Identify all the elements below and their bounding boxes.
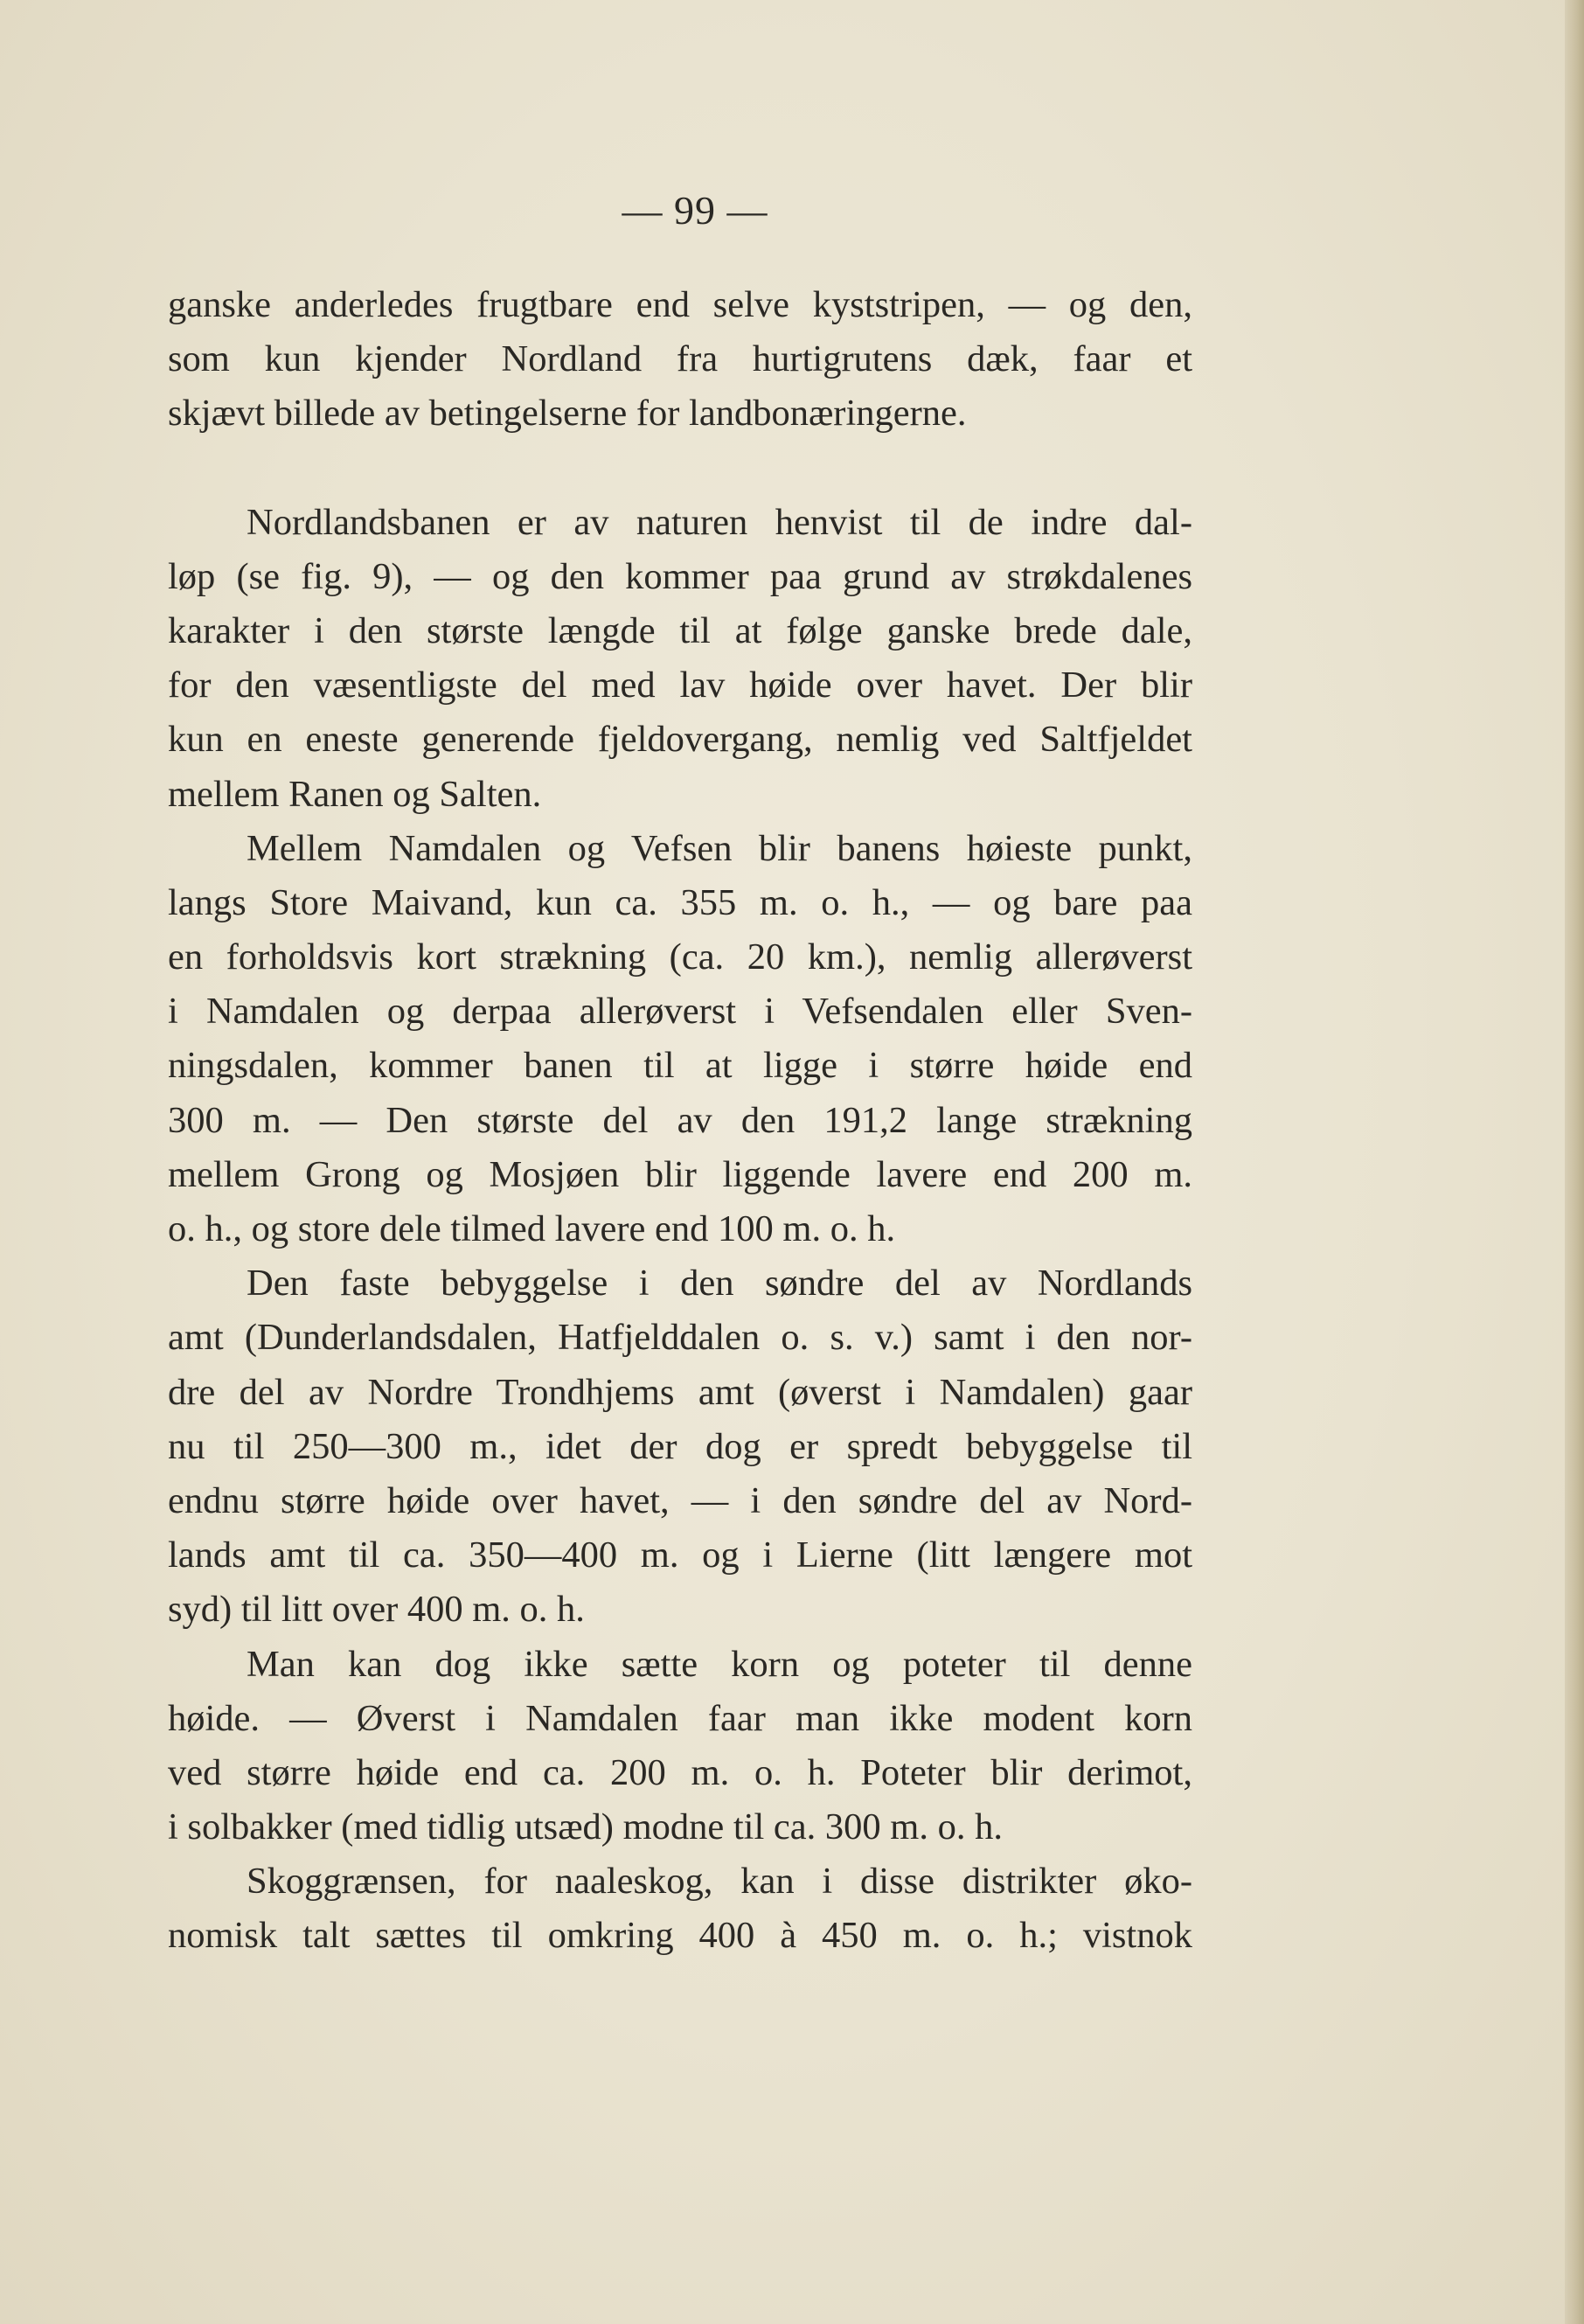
paragraph [168, 496, 1192, 822]
text-line: Den faste bebyggelse i den søndre del av Nordlands [247, 1263, 1192, 1305]
text-line: Nordlandsbanen er av naturen henvist til de indre dal- [247, 501, 1192, 543]
text-line: en forholdsvis kort strækning (ca. 20 km.), nemlig allerøverst [168, 936, 1192, 978]
paragraph [168, 1638, 1192, 1855]
text-line: kun en eneste generende fjeldovergang, nemlig ved Saltfjeldet [168, 719, 1192, 761]
text-line: i Namdalen og derpaa allerøverst i Vefsendalen eller Sven- [168, 991, 1192, 1033]
paragraph [168, 278, 1192, 442]
page-number: — 99 — [622, 188, 768, 233]
text-line: dre del av Nordre Trondhjems amt (øverst i Namdalen) gaar [168, 1371, 1192, 1413]
text-line: løp (se fig. 9), — og den kommer paa grund av strøkdalenes [168, 555, 1192, 597]
text-line: for den væsentligste del med lav høide over havet. Der blir [168, 664, 1192, 706]
text-line: i solbakker (med tidlig utsæd) modne til ca. 300 m. o. h. [168, 1806, 1003, 1848]
text-line: o. h., og store dele tilmed lavere end 100 m. o. h. [168, 1208, 896, 1249]
text-line: skjævt billede av betingelserne for landbonæringerne. [168, 393, 967, 435]
text-line: amt (Dunderlandsdalen, Hatfjelddalen o. s. v.) samt i den nor- [168, 1317, 1192, 1359]
text-line: langs Store Maivand, kun ca. 355 m. o. h., — og bare paa [168, 881, 1192, 923]
text-line: endnu større høide over havet, — i den søndre del av Nord- [168, 1479, 1192, 1521]
text-line: ningsdalen, kommer banen til at ligge i større høide end [168, 1045, 1192, 1087]
text-line: som kun kjender Nordland fra hurtigrutens dæk, faar et [168, 338, 1192, 380]
text-line: mellem Ranen og Salten. [168, 773, 542, 815]
text-line: Skoggrænsen, for naaleskog, kan i disse distrikter øko- [247, 1861, 1192, 1903]
paragraph-gap [168, 442, 1192, 496]
paragraph [168, 1854, 1192, 1963]
text-line: Mellem Namdalen og Vefsen blir banens høieste punkt, [247, 827, 1192, 869]
text-line: nu til 250—300 m., idet der dog er spredt bebyggelse til [168, 1425, 1192, 1467]
text-line: karakter i den største længde til at følge ganske brede dale, [168, 609, 1192, 651]
text-line: Man kan dog ikke sætte korn og poteter til denne [247, 1643, 1192, 1685]
paragraph [168, 1256, 1192, 1637]
text-line: høide. — Øverst i Namdalen faar man ikke modent korn [168, 1697, 1192, 1739]
text-line: ved større høide end ca. 200 m. o. h. Poteter blir derimot, [168, 1751, 1192, 1793]
text-line: syd) til litt over 400 m. o. h. [168, 1589, 585, 1631]
body-text [168, 278, 1192, 1964]
text-line: 300 m. — Den største del av den 191,2 lange strækning [168, 1099, 1192, 1141]
text-line: ganske anderledes frugtbare end selve kyststripen, — og den, [168, 284, 1192, 325]
paragraph [168, 822, 1192, 1257]
page-edge [1565, 0, 1584, 2324]
text-line: mellem Grong og Mosjøen blir liggende lavere end 200 m. [168, 1153, 1192, 1195]
text-line: nomisk talt sættes til omkring 400 à 450 m. o. h.; vistnok [168, 1915, 1192, 1957]
text-line: lands amt til ca. 350—400 m. og i Lierne (litt længere mot [168, 1534, 1192, 1576]
